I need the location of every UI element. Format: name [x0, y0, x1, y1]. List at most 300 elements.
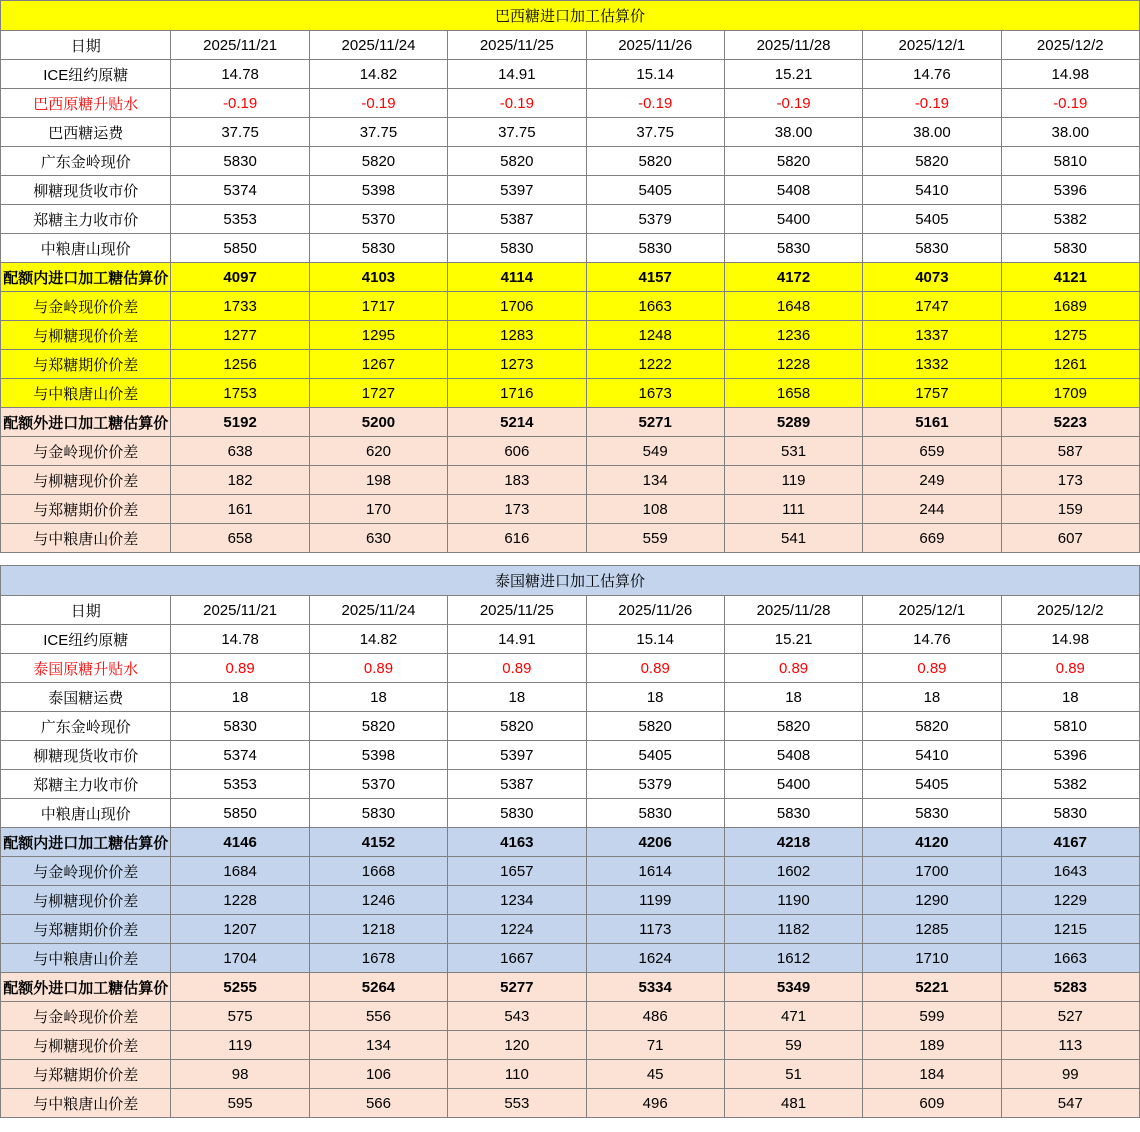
row-value: 5283 — [1001, 973, 1139, 1002]
row-value: 527 — [1001, 1002, 1139, 1031]
row-value: 4097 — [171, 263, 309, 292]
row-label: 与中粮唐山价差 — [1, 1089, 171, 1118]
row-value: 120 — [448, 1031, 586, 1060]
row-value: 1332 — [863, 350, 1001, 379]
row-value: 556 — [309, 1002, 447, 1031]
row-value: 575 — [171, 1002, 309, 1031]
row-label: 柳糖现货收市价 — [1, 176, 171, 205]
table-row — [1, 379, 1140, 408]
row-value: 5830 — [171, 712, 309, 741]
row-label: ICE纽约原糖 — [1, 625, 171, 654]
row-value: 638 — [171, 437, 309, 466]
row-value: 607 — [1001, 524, 1139, 553]
row-value: -0.19 — [171, 89, 309, 118]
row-value: 0.89 — [863, 654, 1001, 683]
row-value: 5830 — [1001, 234, 1139, 263]
thai-date-2: 2025/11/25 — [448, 596, 586, 625]
row-value: 5221 — [863, 973, 1001, 1002]
row-value: 1663 — [1001, 944, 1139, 973]
row-value: 5255 — [171, 973, 309, 1002]
row-value: 98 — [171, 1060, 309, 1089]
brazil-title: 巴西糖进口加工估算价 — [1, 1, 1140, 31]
row-value: 173 — [1001, 466, 1139, 495]
table-row — [1, 89, 1140, 118]
thai-sugar-table — [0, 565, 1140, 1118]
row-value: 5408 — [724, 741, 862, 770]
row-value: 1753 — [171, 379, 309, 408]
row-value: 630 — [309, 524, 447, 553]
row-value: 5830 — [448, 799, 586, 828]
row-value: 15.21 — [724, 625, 862, 654]
row-label: 巴西糖运费 — [1, 118, 171, 147]
row-value: 5398 — [309, 741, 447, 770]
table-row — [1, 741, 1140, 770]
row-value: 5264 — [309, 973, 447, 1002]
row-value: 18 — [586, 683, 724, 712]
row-value: 543 — [448, 1002, 586, 1031]
brazil-date-4: 2025/11/28 — [724, 31, 862, 60]
row-value: 18 — [1001, 683, 1139, 712]
row-value: 108 — [586, 495, 724, 524]
row-value: 5349 — [724, 973, 862, 1002]
row-value: 5405 — [586, 741, 724, 770]
row-value: 106 — [309, 1060, 447, 1089]
row-value: 4103 — [309, 263, 447, 292]
row-value: 5820 — [586, 147, 724, 176]
row-value: 5405 — [863, 770, 1001, 799]
row-value: 620 — [309, 437, 447, 466]
row-value: 18 — [309, 683, 447, 712]
table-row — [1, 495, 1140, 524]
row-label: 泰国原糖升贴水 — [1, 654, 171, 683]
row-value: 1285 — [863, 915, 1001, 944]
table-row-out-quota-price — [1, 408, 1140, 437]
row-value: 5408 — [724, 176, 862, 205]
table-row — [1, 118, 1140, 147]
row-value: 471 — [724, 1002, 862, 1031]
brazil-table-body — [1, 1, 1140, 553]
row-value: 99 — [1001, 1060, 1139, 1089]
row-value: 1663 — [586, 292, 724, 321]
row-value: 14.76 — [863, 60, 1001, 89]
thai-date-label: 日期 — [1, 596, 171, 625]
row-value: 1290 — [863, 886, 1001, 915]
row-value: 1667 — [448, 944, 586, 973]
row-value: 5353 — [171, 770, 309, 799]
row-value: 38.00 — [863, 118, 1001, 147]
row-value: 173 — [448, 495, 586, 524]
row-label: 与郑糖期价价差 — [1, 495, 171, 524]
row-value: 4120 — [863, 828, 1001, 857]
row-value: 15.21 — [724, 60, 862, 89]
table-row — [1, 712, 1140, 741]
row-value: 119 — [724, 466, 862, 495]
row-value: 4114 — [448, 263, 586, 292]
thai-date-row — [1, 596, 1140, 625]
row-value: 1248 — [586, 321, 724, 350]
row-value: 4218 — [724, 828, 862, 857]
row-value: 37.75 — [171, 118, 309, 147]
row-value: 547 — [1001, 1089, 1139, 1118]
row-value: 37.75 — [448, 118, 586, 147]
row-value: 14.76 — [863, 625, 1001, 654]
row-value: 1668 — [309, 857, 447, 886]
brazil-date-0: 2025/11/21 — [171, 31, 309, 60]
row-value: 609 — [863, 1089, 1001, 1118]
row-value: -0.19 — [1001, 89, 1139, 118]
row-value: 5820 — [448, 712, 586, 741]
table-gap — [0, 553, 1140, 565]
row-value: 15.14 — [586, 625, 724, 654]
row-value: 1190 — [724, 886, 862, 915]
row-value: 159 — [1001, 495, 1139, 524]
row-label: 中粮唐山现价 — [1, 799, 171, 828]
row-value: 4163 — [448, 828, 586, 857]
row-label: 与中粮唐山价差 — [1, 379, 171, 408]
table-row — [1, 625, 1140, 654]
row-value: 595 — [171, 1089, 309, 1118]
thai-date-4: 2025/11/28 — [724, 596, 862, 625]
thai-date-1: 2025/11/24 — [309, 596, 447, 625]
table-row — [1, 799, 1140, 828]
row-value: 1673 — [586, 379, 724, 408]
row-value: 5289 — [724, 408, 862, 437]
row-label: 与柳糖现价价差 — [1, 466, 171, 495]
row-value: 1757 — [863, 379, 1001, 408]
row-value: 0.89 — [1001, 654, 1139, 683]
row-value: 71 — [586, 1031, 724, 1060]
row-value: 5820 — [309, 147, 447, 176]
row-value: 183 — [448, 466, 586, 495]
row-value: 5810 — [1001, 147, 1139, 176]
row-value: 1182 — [724, 915, 862, 944]
row-value: 5400 — [724, 770, 862, 799]
brazil-sugar-table — [0, 0, 1140, 553]
table-row — [1, 1031, 1140, 1060]
row-value: 51 — [724, 1060, 862, 1089]
table-row — [1, 524, 1140, 553]
row-value: 5830 — [171, 147, 309, 176]
row-label: ICE纽约原糖 — [1, 60, 171, 89]
row-value: 1275 — [1001, 321, 1139, 350]
table-row — [1, 147, 1140, 176]
row-value: 59 — [724, 1031, 862, 1060]
row-value: 1218 — [309, 915, 447, 944]
row-value: 5382 — [1001, 205, 1139, 234]
row-value: 5397 — [448, 176, 586, 205]
row-value: 1246 — [309, 886, 447, 915]
row-value: 1700 — [863, 857, 1001, 886]
row-value: 5830 — [863, 799, 1001, 828]
row-value: 1602 — [724, 857, 862, 886]
table-row — [1, 770, 1140, 799]
row-value: 4152 — [309, 828, 447, 857]
table-row — [1, 292, 1140, 321]
row-value: 170 — [309, 495, 447, 524]
thai-date-5: 2025/12/1 — [863, 596, 1001, 625]
row-value: 5353 — [171, 205, 309, 234]
row-value: 1229 — [1001, 886, 1139, 915]
row-value: 198 — [309, 466, 447, 495]
thai-date-0: 2025/11/21 — [171, 596, 309, 625]
row-value: 1337 — [863, 321, 1001, 350]
thai-date-3: 2025/11/26 — [586, 596, 724, 625]
row-value: 18 — [171, 683, 309, 712]
row-value: 541 — [724, 524, 862, 553]
row-value: 0.89 — [586, 654, 724, 683]
row-value: 244 — [863, 495, 1001, 524]
row-value: 1717 — [309, 292, 447, 321]
row-label: 与中粮唐山价差 — [1, 944, 171, 973]
row-value: 5410 — [863, 176, 1001, 205]
row-value: 5820 — [863, 712, 1001, 741]
row-value: 1684 — [171, 857, 309, 886]
row-value: 4121 — [1001, 263, 1139, 292]
row-value: 496 — [586, 1089, 724, 1118]
row-value: 1747 — [863, 292, 1001, 321]
brazil-date-3: 2025/11/26 — [586, 31, 724, 60]
row-value: 5277 — [448, 973, 586, 1002]
row-value: 14.82 — [309, 60, 447, 89]
row-value: 5405 — [863, 205, 1001, 234]
row-value: 14.98 — [1001, 60, 1139, 89]
row-value: -0.19 — [724, 89, 862, 118]
row-value: 113 — [1001, 1031, 1139, 1060]
table-row-in-quota-price — [1, 263, 1140, 292]
row-label: 与柳糖现价价差 — [1, 321, 171, 350]
brazil-date-row — [1, 31, 1140, 60]
table-row — [1, 1089, 1140, 1118]
row-value: 599 — [863, 1002, 1001, 1031]
thai-date-6: 2025/12/2 — [1001, 596, 1139, 625]
row-value: 566 — [309, 1089, 447, 1118]
row-value: 1236 — [724, 321, 862, 350]
row-label: 泰国糖运费 — [1, 683, 171, 712]
row-value: 4146 — [171, 828, 309, 857]
row-value: 1648 — [724, 292, 862, 321]
row-value: 5396 — [1001, 176, 1139, 205]
row-label: 与金岭现价价差 — [1, 292, 171, 321]
row-value: 119 — [171, 1031, 309, 1060]
row-value: 1222 — [586, 350, 724, 379]
row-value: 1710 — [863, 944, 1001, 973]
row-value: 1612 — [724, 944, 862, 973]
row-value: 1643 — [1001, 857, 1139, 886]
row-value: 45 — [586, 1060, 724, 1089]
row-value: 1228 — [171, 886, 309, 915]
row-label: 柳糖现货收市价 — [1, 741, 171, 770]
row-label: 配额外进口加工糖估算价 — [1, 973, 171, 1002]
row-label: 配额内进口加工糖估算价 — [1, 263, 171, 292]
row-value: 4157 — [586, 263, 724, 292]
row-value: 0.89 — [724, 654, 862, 683]
row-value: 182 — [171, 466, 309, 495]
row-value: 1614 — [586, 857, 724, 886]
table-row — [1, 857, 1140, 886]
row-value: 189 — [863, 1031, 1001, 1060]
brazil-title-row — [1, 1, 1140, 31]
row-value: 1689 — [1001, 292, 1139, 321]
row-value: 14.91 — [448, 60, 586, 89]
row-value: 1716 — [448, 379, 586, 408]
row-value: 606 — [448, 437, 586, 466]
row-value: 1228 — [724, 350, 862, 379]
table-row — [1, 321, 1140, 350]
row-value: 549 — [586, 437, 724, 466]
row-value: 5830 — [448, 234, 586, 263]
row-value: 14.78 — [171, 625, 309, 654]
row-value: 5334 — [586, 973, 724, 1002]
row-value: 5850 — [171, 799, 309, 828]
row-value: 1706 — [448, 292, 586, 321]
table-row — [1, 466, 1140, 495]
brazil-date-6: 2025/12/2 — [1001, 31, 1139, 60]
row-value: 14.91 — [448, 625, 586, 654]
row-value: 5214 — [448, 408, 586, 437]
thai-table-body — [1, 566, 1140, 1118]
row-value: 5192 — [171, 408, 309, 437]
row-value: 4172 — [724, 263, 862, 292]
row-value: 5810 — [1001, 712, 1139, 741]
thai-title: 泰国糖进口加工估算价 — [1, 566, 1140, 596]
row-value: 38.00 — [724, 118, 862, 147]
row-value: 5382 — [1001, 770, 1139, 799]
row-label: 与郑糖期价价差 — [1, 915, 171, 944]
row-value: 5405 — [586, 176, 724, 205]
row-value: 14.98 — [1001, 625, 1139, 654]
row-value: 1215 — [1001, 915, 1139, 944]
row-value: 0.89 — [171, 654, 309, 683]
row-label: 与郑糖期价价差 — [1, 350, 171, 379]
table-row — [1, 176, 1140, 205]
row-label: 巴西原糖升贴水 — [1, 89, 171, 118]
row-label: 与柳糖现价价差 — [1, 886, 171, 915]
row-value: 1224 — [448, 915, 586, 944]
row-value: 5830 — [586, 234, 724, 263]
table-row — [1, 654, 1140, 683]
row-label: 与柳糖现价价差 — [1, 1031, 171, 1060]
row-value: 4167 — [1001, 828, 1139, 857]
table-row — [1, 915, 1140, 944]
row-value: 481 — [724, 1089, 862, 1118]
row-value: 5400 — [724, 205, 862, 234]
row-value: 5398 — [309, 176, 447, 205]
row-value: 1273 — [448, 350, 586, 379]
row-label: 与金岭现价价差 — [1, 437, 171, 466]
row-value: 5820 — [448, 147, 586, 176]
row-value: 5830 — [724, 234, 862, 263]
row-label: 与金岭现价价差 — [1, 1002, 171, 1031]
row-value: -0.19 — [309, 89, 447, 118]
row-value: 161 — [171, 495, 309, 524]
row-value: 5820 — [863, 147, 1001, 176]
table-row — [1, 437, 1140, 466]
row-value: 0.89 — [448, 654, 586, 683]
row-value: 1261 — [1001, 350, 1139, 379]
row-value: 5271 — [586, 408, 724, 437]
row-value: 37.75 — [309, 118, 447, 147]
row-value: 553 — [448, 1089, 586, 1118]
table-row — [1, 205, 1140, 234]
row-value: 1657 — [448, 857, 586, 886]
row-value: 1727 — [309, 379, 447, 408]
row-value: 18 — [724, 683, 862, 712]
row-label: 配额外进口加工糖估算价 — [1, 408, 171, 437]
row-value: 1267 — [309, 350, 447, 379]
row-value: 15.14 — [586, 60, 724, 89]
table-row — [1, 886, 1140, 915]
row-value: 1709 — [1001, 379, 1139, 408]
table-row — [1, 350, 1140, 379]
row-value: 1704 — [171, 944, 309, 973]
row-value: 5387 — [448, 770, 586, 799]
row-value: 5374 — [171, 741, 309, 770]
row-value: 5410 — [863, 741, 1001, 770]
row-value: 659 — [863, 437, 1001, 466]
row-value: 38.00 — [1001, 118, 1139, 147]
row-value: 5830 — [309, 234, 447, 263]
row-value: 5820 — [586, 712, 724, 741]
row-value: 5370 — [309, 770, 447, 799]
row-value: 5830 — [1001, 799, 1139, 828]
row-value: 5374 — [171, 176, 309, 205]
brazil-date-label: 日期 — [1, 31, 171, 60]
row-value: 1234 — [448, 886, 586, 915]
row-value: 5820 — [724, 712, 862, 741]
table-row — [1, 944, 1140, 973]
row-value: 0.89 — [309, 654, 447, 683]
row-value: 531 — [724, 437, 862, 466]
table-row — [1, 234, 1140, 263]
row-value: -0.19 — [586, 89, 724, 118]
row-value: 4073 — [863, 263, 1001, 292]
row-value: 18 — [863, 683, 1001, 712]
brazil-date-5: 2025/12/1 — [863, 31, 1001, 60]
brazil-date-1: 2025/11/24 — [309, 31, 447, 60]
row-value: 1658 — [724, 379, 862, 408]
row-value: 134 — [309, 1031, 447, 1060]
row-value: -0.19 — [863, 89, 1001, 118]
row-value: 5379 — [586, 770, 724, 799]
row-value: 5396 — [1001, 741, 1139, 770]
row-value: -0.19 — [448, 89, 586, 118]
table-row — [1, 1002, 1140, 1031]
row-value: 587 — [1001, 437, 1139, 466]
brazil-date-2: 2025/11/25 — [448, 31, 586, 60]
row-value: 5223 — [1001, 408, 1139, 437]
row-value: 5200 — [309, 408, 447, 437]
row-value: 1207 — [171, 915, 309, 944]
row-value: 658 — [171, 524, 309, 553]
row-value: 5830 — [309, 799, 447, 828]
row-value: 134 — [586, 466, 724, 495]
row-value: 5820 — [724, 147, 862, 176]
row-value: 1199 — [586, 886, 724, 915]
row-value: 5830 — [586, 799, 724, 828]
row-label: 与中粮唐山价差 — [1, 524, 171, 553]
row-value: 669 — [863, 524, 1001, 553]
row-value: 184 — [863, 1060, 1001, 1089]
table-row — [1, 683, 1140, 712]
row-label: 配额内进口加工糖估算价 — [1, 828, 171, 857]
row-value: 5850 — [171, 234, 309, 263]
row-value: 18 — [448, 683, 586, 712]
row-value: 1283 — [448, 321, 586, 350]
row-value: 5820 — [309, 712, 447, 741]
row-value: 1624 — [586, 944, 724, 973]
row-label: 郑糖主力收市价 — [1, 770, 171, 799]
table-row — [1, 1060, 1140, 1089]
